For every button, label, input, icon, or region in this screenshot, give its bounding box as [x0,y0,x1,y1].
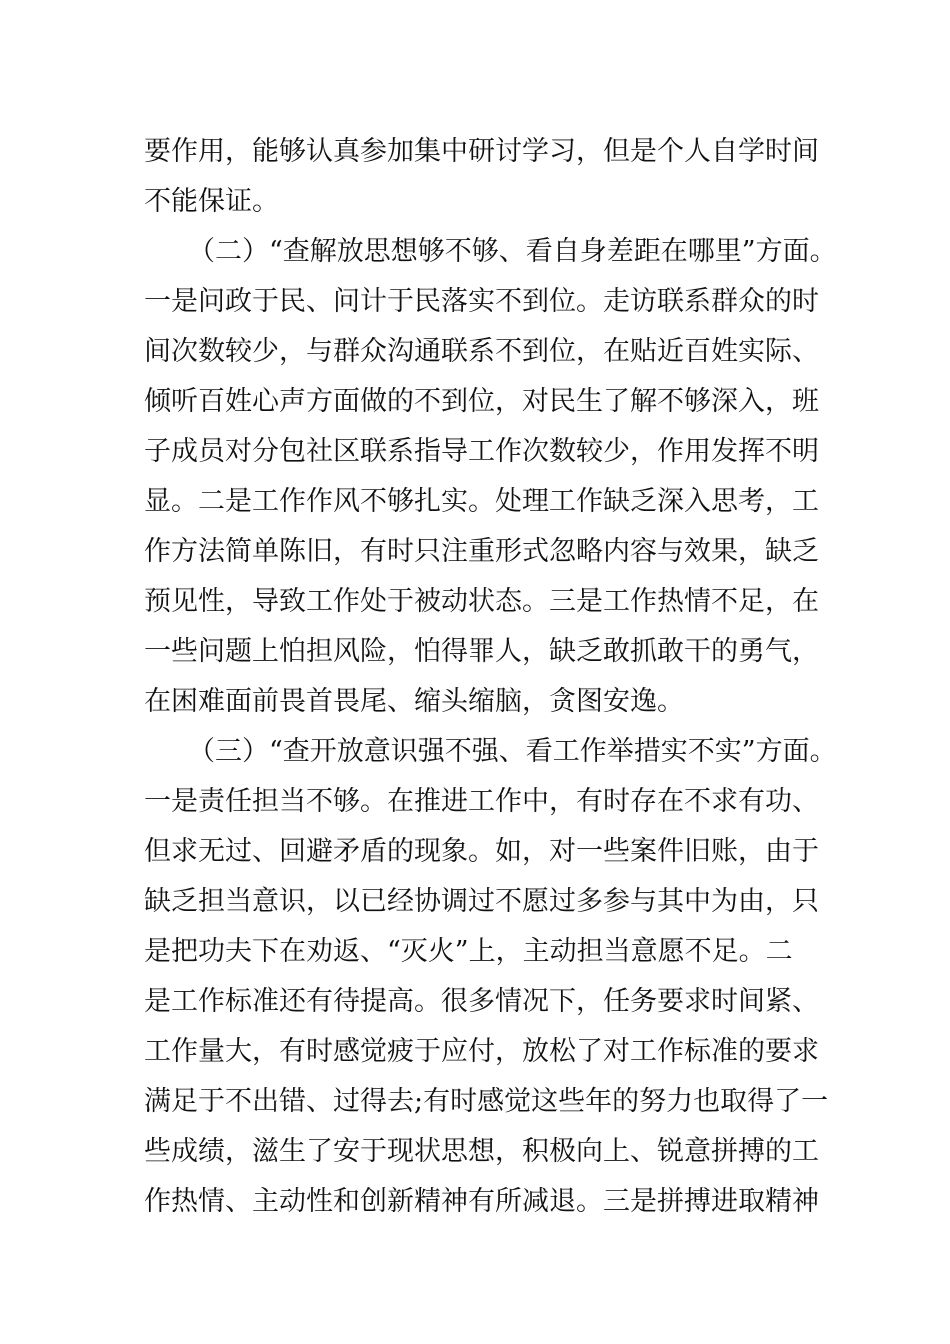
text-line: 但求无过、回避矛盾的现象。如，对一些案件旧账，由于 [144,836,819,867]
text-line: 不能保证。 [144,186,279,217]
text-line: 在困难面前畏首畏尾、缩头缩脑，贪图安逸。 [144,686,684,717]
text-line: 作方法简单陈旧，有时只注重形式忽略内容与效果，缺乏 [144,536,819,567]
text-line: 倾听百姓心声方面做的不到位，对民生了解不够深入，班 [144,386,819,417]
section-heading: （二）“查解放思想够不够、看自身差距在哪里”方面。 [188,236,837,267]
text-line: 间次数较少，与群众沟通联系不到位，在贴近百姓实际、 [144,336,819,367]
text-line: 是把功夫下在劝返、“灭火”上，主动担当意愿不足。二 [144,936,793,967]
text-line: 子成员对分包社区联系指导工作次数较少，作用发挥不明 [144,436,819,467]
text-line: 满足于不出错、过得去;有时感觉这些年的努力也取得了一 [144,1086,829,1117]
text-line: 些成绩，滋生了安于现状思想，积极向上、锐意拼搏的工 [144,1136,819,1167]
text-line: 一些问题上怕担风险，怕得罪人，缺乏敢抓敢干的勇气， [144,636,819,667]
text-line: 一是责任担当不够。在推进工作中，有时存在不求有功、 [144,786,819,817]
text-line: 作热情、主动性和创新精神有所减退。三是拼搏进取精神 [144,1186,819,1217]
text-line: 工作量大，有时感觉疲于应付，放松了对工作标准的要求 [144,1036,819,1067]
text-line: 缺乏担当意识，以已经协调过不愿过多参与其中为由，只 [144,886,819,917]
text-line: 是工作标准还有待提高。很多情况下，任务要求时间紧、 [144,986,819,1017]
text-line: 显。二是工作作风不够扎实。处理工作缺乏深入思考，工 [144,486,819,517]
section-heading: （三）“查开放意识强不强、看工作举措实不实”方面。 [188,736,837,767]
text-line: 预见性，导致工作处于被动状态。三是工作热情不足，在 [144,586,819,617]
text-line: 要作用，能够认真参加集中研讨学习，但是个人自学时间 [144,136,819,167]
document-body [144,127,837,1227]
text-line: 一是问政于民、问计于民落实不到位。走访联系群众的时 [144,286,819,317]
